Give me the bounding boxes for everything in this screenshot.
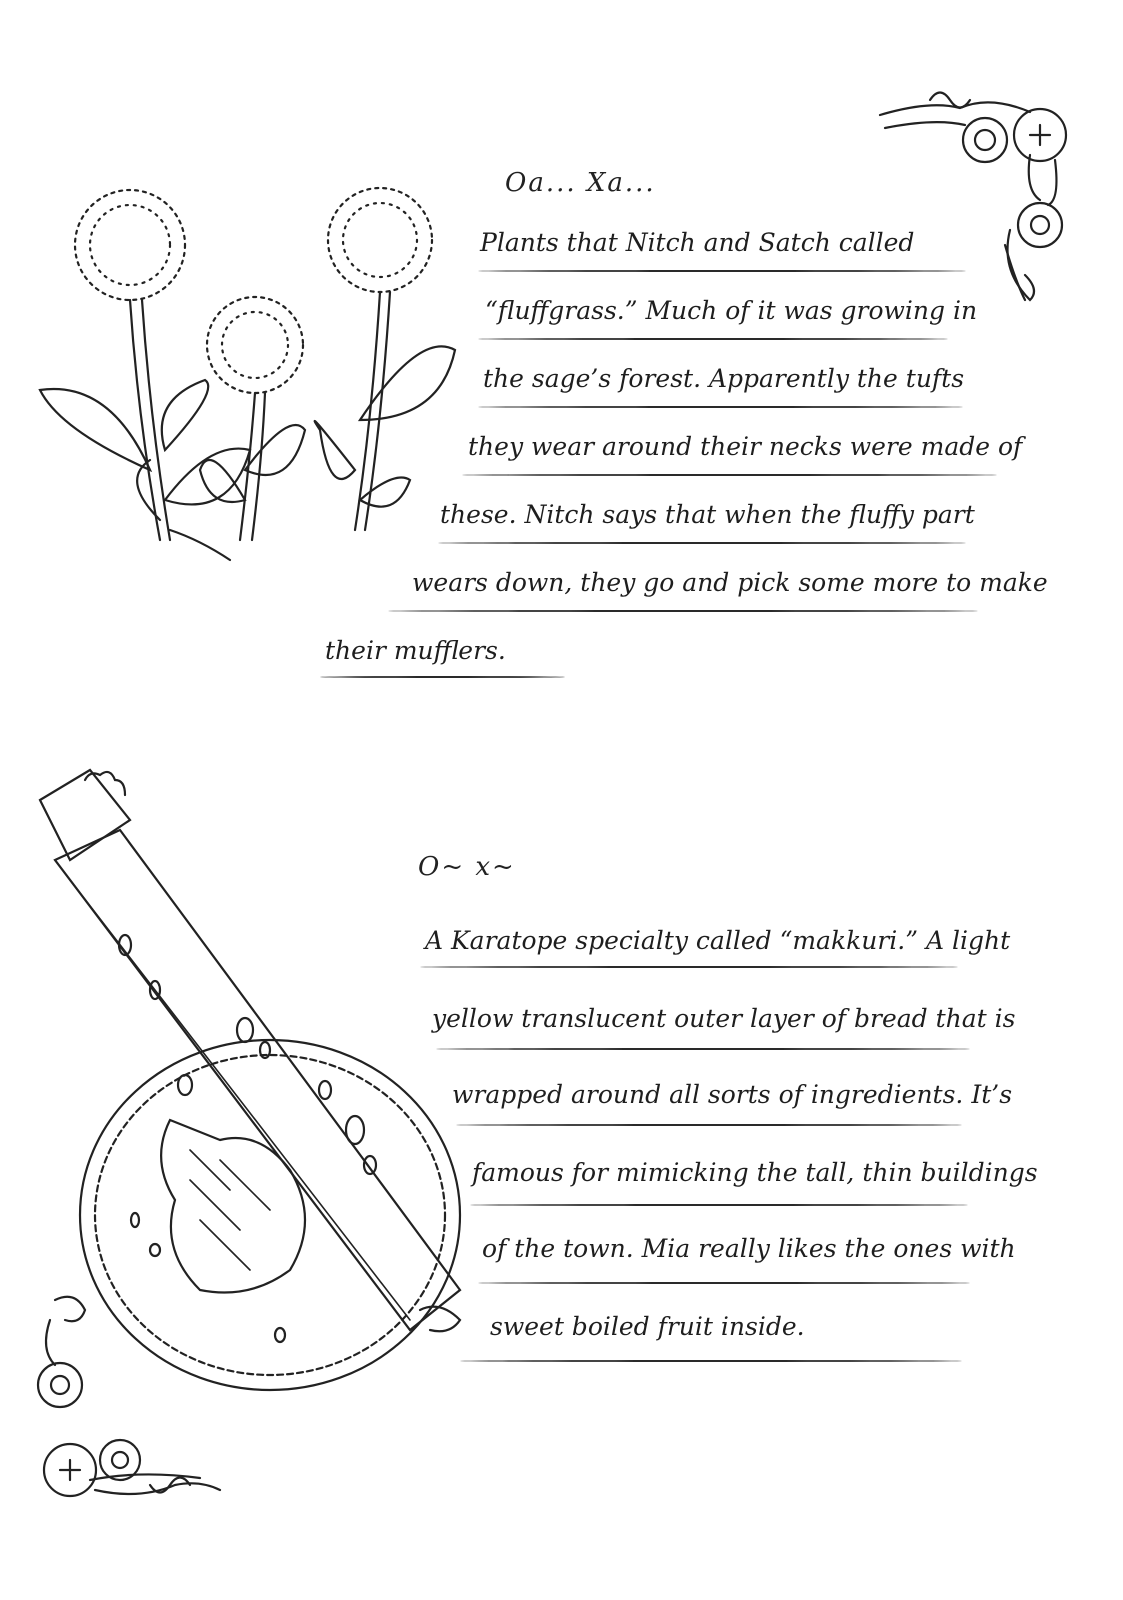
entry-2-line-3: wrapped around all sorts of ingredients. It’s [452,1080,1013,1109]
entry-1-heading: Oa... Xa... [505,168,656,198]
entry-1-rule-4 [462,474,997,476]
entry-1-line-5: these. Nitch says that when the fluffy part [440,500,975,529]
entry-1-rule-7 [320,676,565,678]
entry-1-line-6: wears down, they go and pick some more to make [412,568,1048,597]
entry-2-rule-3 [456,1124,962,1126]
entry-2-line-4: famous for mimicking the tall, thin buildings [472,1158,1038,1187]
entry-2-rule-4 [470,1204,968,1206]
gear-corner-ornament-bottom-left-icon [38,1297,220,1496]
entry-1-rule-6 [388,610,978,612]
entry-2-line-6: sweet boiled fruit inside. [490,1312,805,1341]
entry-1-line-7: their mufflers. [325,636,506,665]
entry-2-rule-2 [436,1048,970,1050]
entry-1-line-2: “fluffgrass.” Much of it was growing in [485,296,978,325]
entry-2-line-5: of the town. Mia really likes the ones with [482,1234,1016,1263]
entry-2-rule-1 [420,966,958,968]
entry-1-line-3: the sage’s forest. Apparently the tufts [483,364,965,393]
entry-2-rule-6 [460,1360,962,1362]
entry-1-line-4: they wear around their necks were made of [468,432,1023,461]
entry-2-line-1: A Karatope specialty called “makkuri.” A light [425,926,1011,955]
gear-corner-ornament-top-right-icon [880,93,1066,301]
entry-2-heading: O~ x~ [418,852,516,882]
makkuri-bread-icon [40,770,460,1390]
fluffgrass-plants-icon [40,188,455,560]
entry-1-line-1: Plants that Nitch and Satch called [480,228,915,257]
entry-2-rule-5 [478,1282,970,1284]
entry-1-rule-1 [478,270,966,272]
entry-1-rule-3 [478,406,963,408]
entry-1-rule-2 [478,338,948,340]
entry-2-line-2: yellow translucent outer layer of bread that is [432,1004,1016,1033]
entry-1-rule-5 [438,542,966,544]
